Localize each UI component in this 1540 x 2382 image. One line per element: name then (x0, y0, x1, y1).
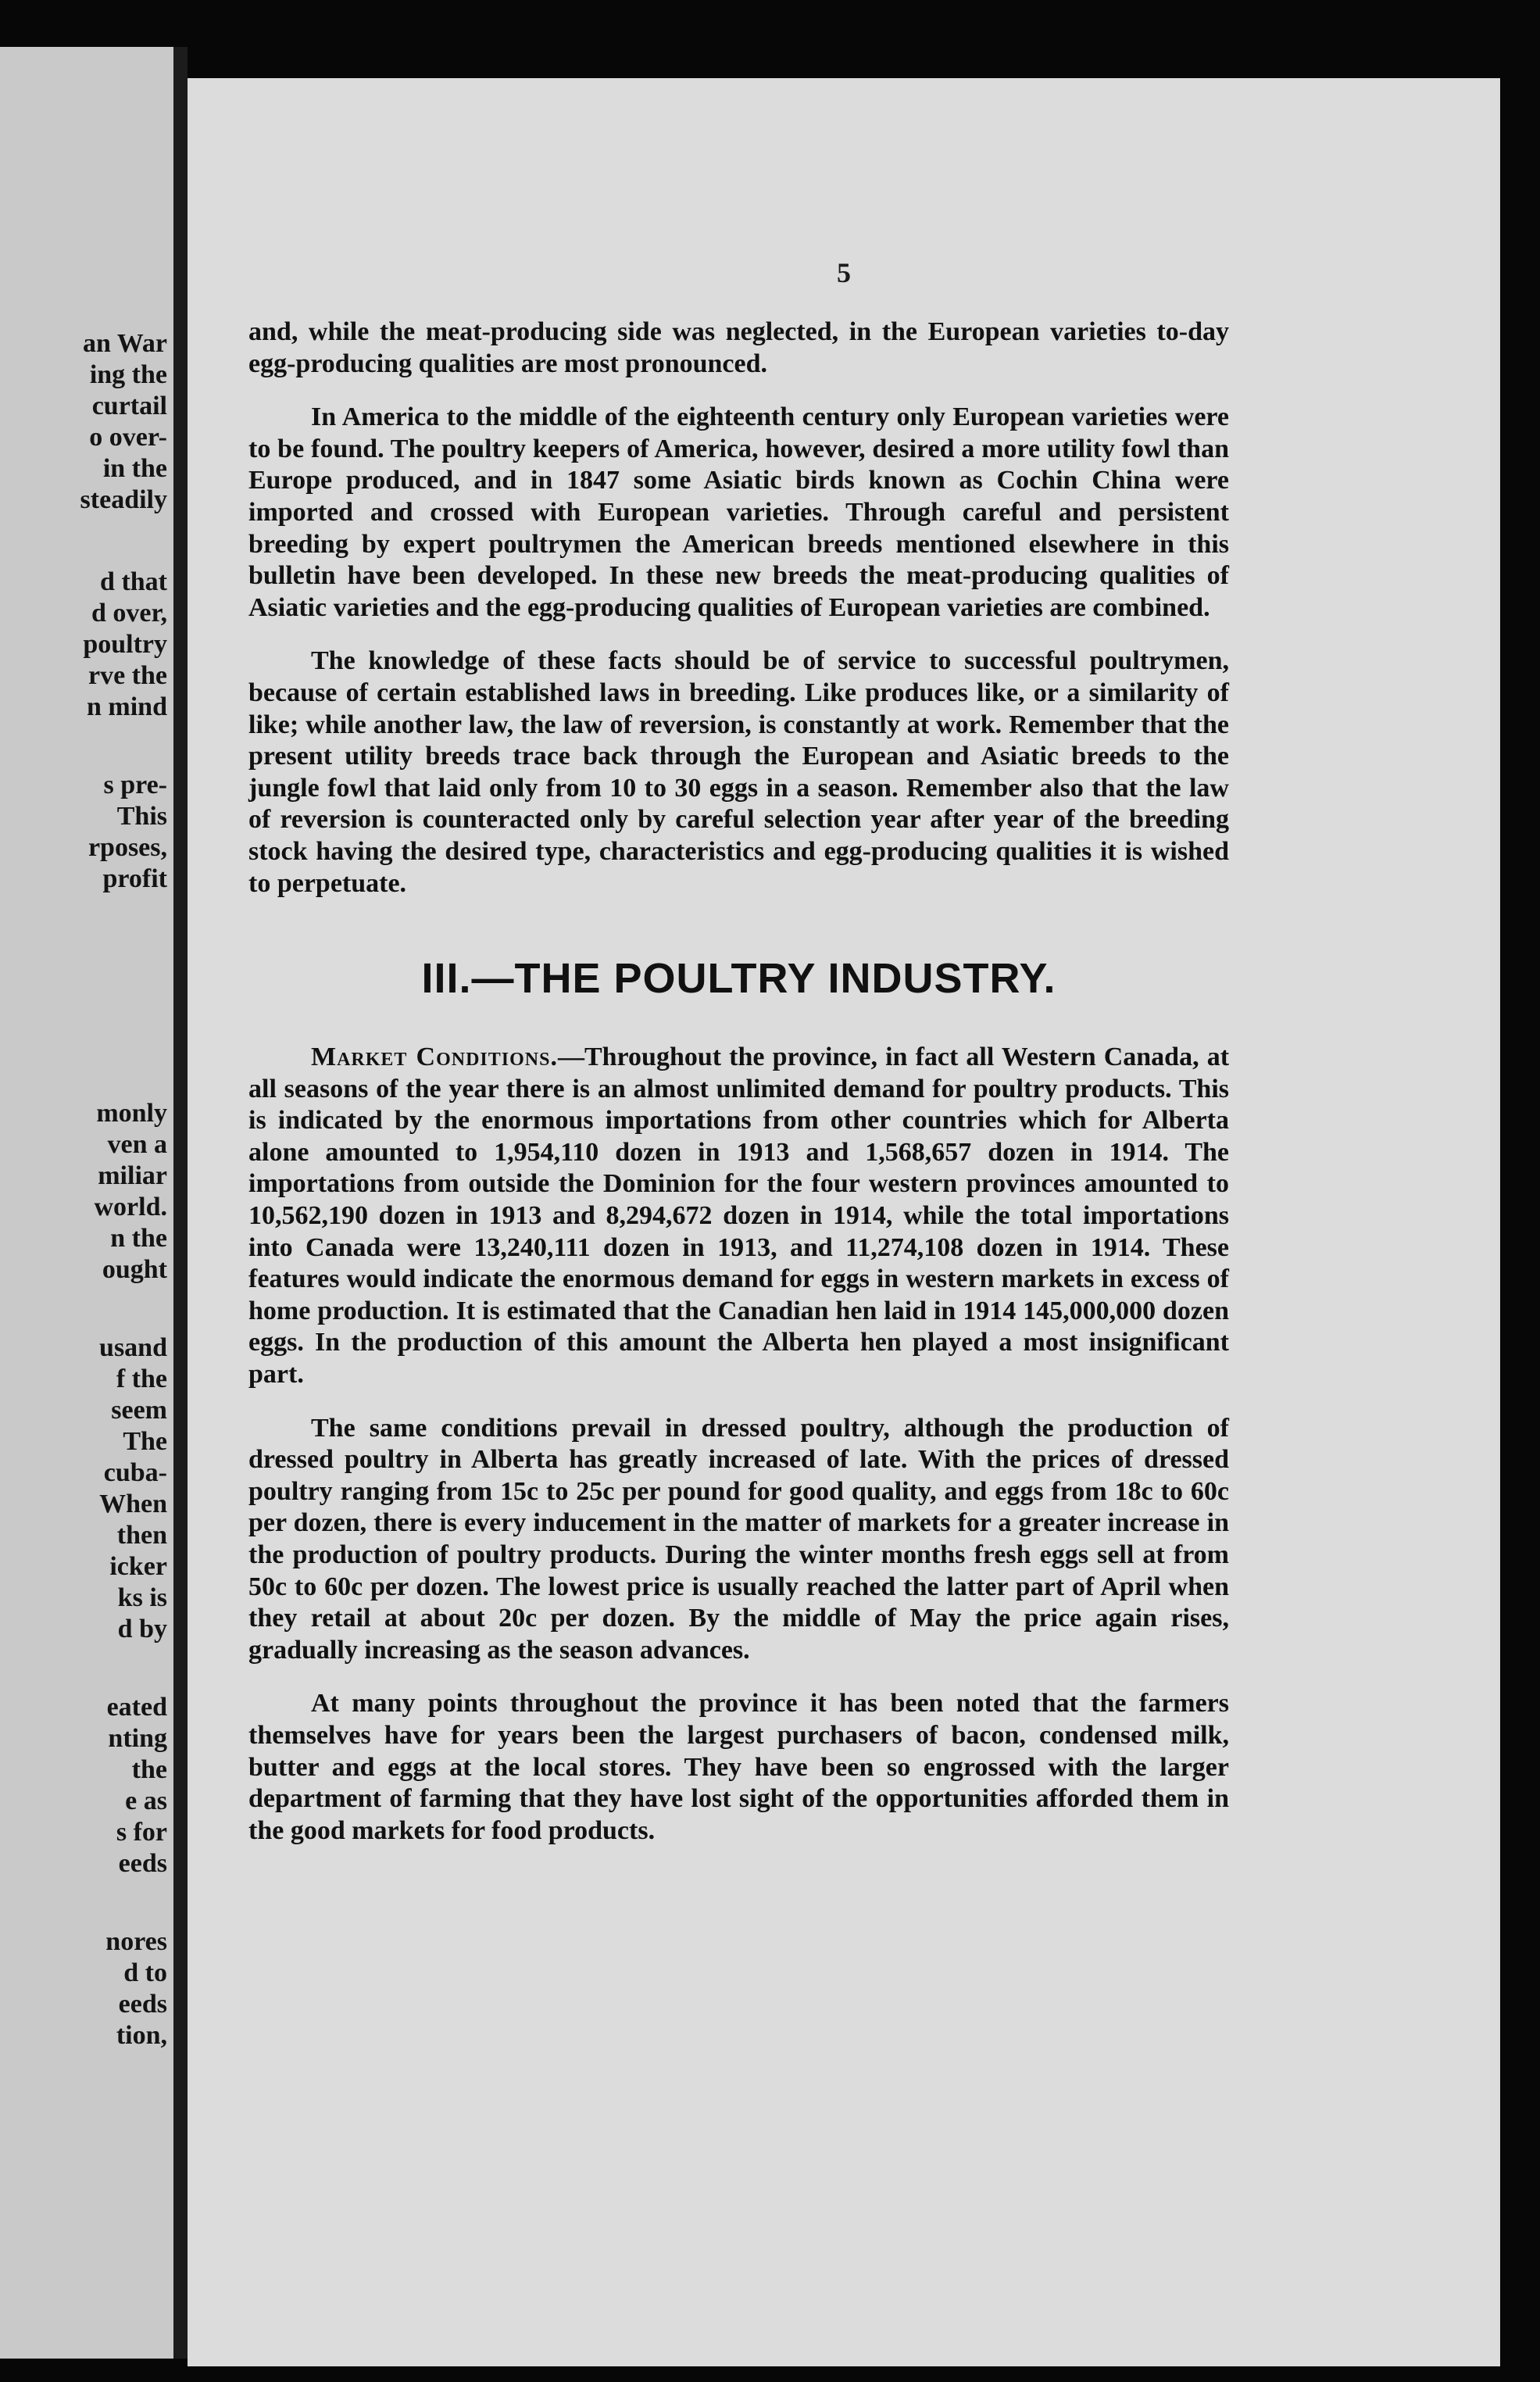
left-fragment: an War (82, 329, 167, 358)
left-fragment: ought (102, 1255, 167, 1284)
paragraph-local-stores: At many points throughout the province it has been noted that the farmers themselves have for years been the largest purchasers of bacon, condensed milk, butter and eggs at the local stores. They have been so engrossed with the larger department of farming that they have lost sight of the opportunities afforded them in the good markets for food products. (248, 1689, 1229, 1845)
left-fragment: seem (111, 1396, 167, 1425)
left-fragment: The (123, 1427, 167, 1456)
left-fragment: d that (100, 567, 167, 596)
paragraph-continuation: and, while the meat-producing side was neglected, in the European varieties to-day egg-producing qualities are most pronounced. (248, 317, 1229, 378)
left-fragment: then (116, 1521, 167, 1550)
left-fragment: e as (125, 1787, 167, 1815)
left-fragment: curtail (91, 392, 167, 420)
left-fragment: s for (116, 1818, 167, 1847)
left-fragment: f the (116, 1364, 167, 1393)
left-fragment: the (131, 1755, 167, 1784)
binding-gutter (173, 47, 188, 2359)
paragraph-market-text: —Throughout the province, in fact all Western Canada, at all seasons of the year there is an almost unlimited demand for poultry products. This is indicated by the enormous importations from other countries which for Alberta alone amounted to 1,954,110 dozen in 1913 and 1,568,657 dozen in 1914. The importations from outside the Dominion for the four western provinces amounted to 10,562,190 dozen in 1913 and 8,294,672 dozen in 1914, while the total importations into Canada were 13,240,111 dozen in 1913, and 11,274,108 dozen in 1914. These features would indicate the enormous demand for eggs in western markets in excess of home production. It is estimated that the Canadian hen laid in 1914 145,000,000 dozen eggs. In the production of this amount the Alberta hen played a most insignificant part. (248, 1043, 1230, 1390)
left-fragment: in the (102, 454, 167, 483)
left-fragment: tion, (116, 2021, 167, 2050)
left-fragment: poultry (83, 630, 167, 659)
run-in-heading: Market Conditions. (311, 1043, 558, 1072)
page-number: 5 (837, 257, 851, 288)
left-fragment: ing the (89, 360, 167, 389)
left-fragment: nores (105, 1927, 167, 1956)
paragraph-dressed-poultry: The same conditions prevail in dressed poultry, although the production of dressed poultry in Alberta has greatly increased of late. With the prices of dressed poultry ranging from 15c to 25c per pound for good quality, and eggs from 18c to 60c per dozen, there is every inducement in the matter of markets for a greater increase in the production of poultry products. During the winter months fresh eggs sell at from 50c to 60c per dozen. The lowest price is usually reached the latter part of April when they retail at about 20c per dozen. By the middle of May the price again rises, gradually increasing as the season advances. (248, 1413, 1229, 1665)
left-fragment: usand (99, 1333, 167, 1362)
left-fragment: rposes, (88, 833, 167, 862)
left-fragment: ven a (107, 1130, 167, 1159)
left-fragment: When (99, 1490, 167, 1518)
paragraph-breeding-laws: The knowledge of these facts should be of service to successful poultrymen, because of certain established laws in breeding. Like produces like, or a similarity of like; while another law, the law of reversion, is constantly at work. Remember that the present utility breeds trace back through the European and Asiatic breeds to the jungle fowl that laid only from 10 to 30 eggs in a season. Remember also that the law of reversion is counteracted only by careful selection year after year of the breeding stock having the desired type, characteristics and egg-producing qualities it is wished to perpetuate. (248, 646, 1229, 898)
left-fragment: This (116, 802, 167, 831)
previous-page-edge (0, 47, 173, 2359)
section-heading: III.—THE POULTRY INDUSTRY. (421, 955, 1056, 1003)
left-fragment: eeds (118, 1990, 167, 2019)
left-fragment: icker (109, 1552, 167, 1581)
page-body (248, 317, 1229, 1869)
left-fragment: n mind (87, 692, 167, 721)
left-fragment: eated (106, 1693, 167, 1722)
left-fragment: miliar (98, 1161, 167, 1190)
paragraph-america-breeds: In America to the middle of the eighteenth century only European varieties were to be found. The poultry keepers of America, however, desired a more utility fowl than Europe produced, and in 1847 some Asiatic birds known as Cochin China were imported and crossed with European varieties. Through careful and persistent breeding by expert poultrymen the American breeds mentioned elsewhere in this bulletin have been developed. In these new breeds the meat-producing qualities of Asiatic varieties and the egg-producing qualities of European varieties are combined. (248, 402, 1229, 622)
left-fragment: cuba- (103, 1458, 167, 1487)
left-fragment: steadily (80, 485, 167, 514)
left-fragment: profit (102, 864, 167, 893)
paragraph-market-conditions (248, 1042, 1229, 1391)
left-fragment: d by (117, 1615, 167, 1643)
left-fragment: n the (110, 1224, 167, 1253)
left-fragment: world. (94, 1193, 167, 1221)
document-page (188, 78, 1500, 2366)
left-fragment: monly (96, 1099, 167, 1128)
left-fragment: nting (108, 1724, 167, 1753)
left-fragment: o over- (89, 423, 167, 452)
left-fragment: eeds (118, 1849, 167, 1878)
left-fragment: d to (123, 1958, 167, 1987)
left-fragment: ks is (117, 1583, 167, 1612)
left-fragment: rve the (88, 661, 167, 690)
left-fragment: d over, (91, 599, 167, 628)
left-fragment: s pre- (103, 771, 167, 799)
